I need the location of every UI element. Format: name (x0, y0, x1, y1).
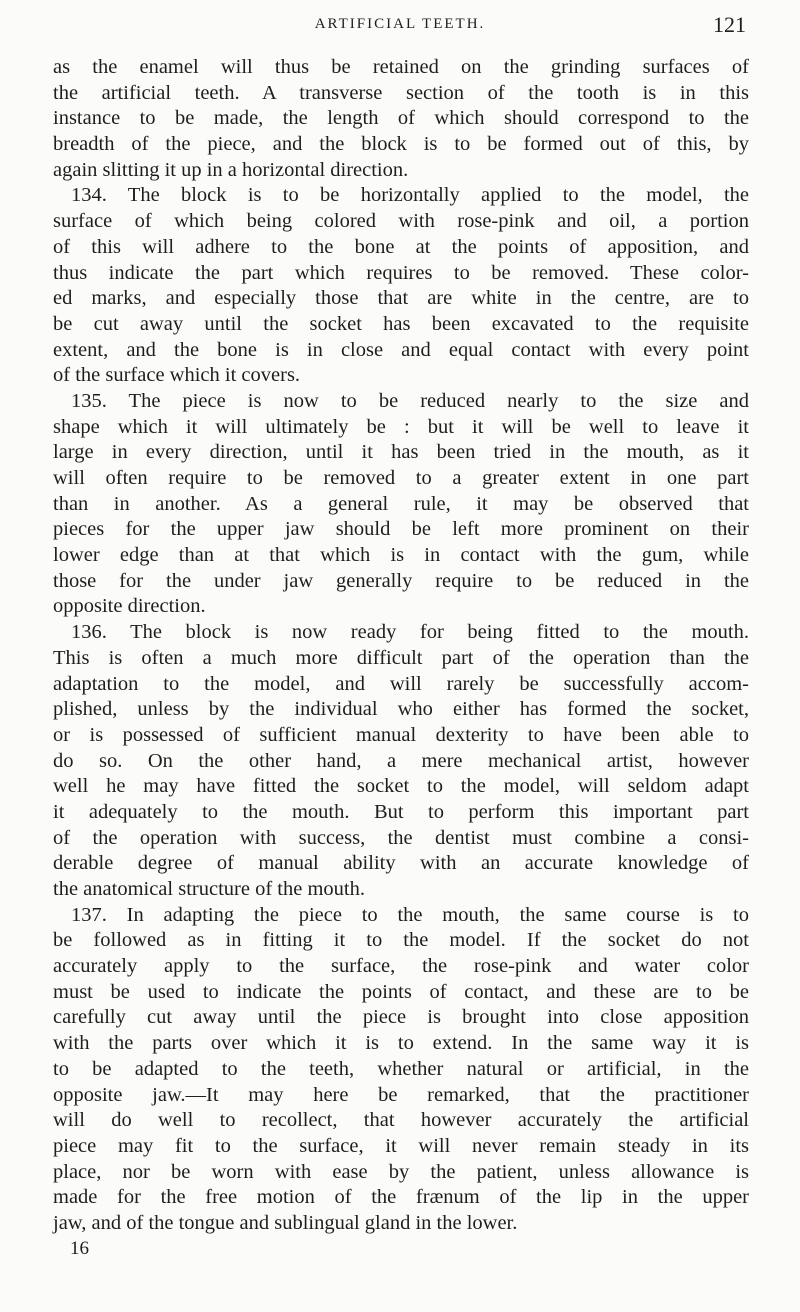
text-line: place, nor be worn with ease by the patient, unless allowance is (53, 1160, 749, 1183)
page-header (0, 12, 800, 40)
text-line: those for the under jaw generally require to be reduced in the (53, 569, 749, 592)
paragraph (53, 55, 749, 183)
text-line: ed marks, and especially those that are white in the centre, are to (53, 287, 749, 310)
text-line: of this will adhere to the bone at the points of apposition, and (53, 235, 749, 258)
text-line: lower edge than at that which is in contact with the gum, while (53, 544, 749, 567)
text-line: 135. The piece is now to be reduced nearly to the size and (71, 389, 749, 412)
text-line: well he may have fitted the socket to the model, will seldom adapt (53, 775, 749, 798)
text-line: plished, unless by the individual who either has formed the socket, (53, 698, 749, 721)
paragraph (53, 903, 749, 1237)
text-line: piece may fit to the surface, it will never remain steady in its (53, 1134, 749, 1157)
text-line: extent, and the bone is in close and equal contact with every point (53, 338, 749, 361)
text-line: surface of which being colored with rose-pink and oil, a portion (53, 210, 749, 233)
text-line: thus indicate the part which requires to be removed. These color- (53, 261, 749, 284)
running-title: ARTIFICIAL TEETH. (314, 16, 486, 32)
text-line: do so. On the other hand, a mere mechanical artist, however (53, 749, 749, 772)
text-line: accurately apply to the surface, the rose-pink and water color (53, 955, 749, 978)
text-line: the artificial teeth. A transverse section of the tooth is in this (53, 81, 749, 104)
text-line: large in every direction, until it has been tried in the mouth, as it (53, 441, 749, 464)
text-line: will often require to be removed to a greater extent in one part (53, 467, 749, 489)
text-line: with the parts over which it is to extend. In the same way it is (53, 1032, 749, 1055)
paragraph (53, 183, 749, 389)
text-line: will do well to recollect, that however accurately the artificial (53, 1109, 749, 1132)
text-line: again slitting it up in a horizontal direction. (53, 158, 409, 181)
text-line: jaw, and of the tongue and sublingual gland in the lower. (53, 1211, 518, 1234)
text-line: 136. The block is now ready for being fitted to the mouth. (71, 621, 749, 644)
page-number: 121 (713, 12, 746, 37)
text-line: 137. In adapting the piece to the mouth, the same course is to (71, 903, 749, 926)
text-line: shape which it will ultimately be : but it will be well to leave it (53, 415, 749, 438)
text-line: opposite direction. (53, 595, 206, 618)
text-line: opposite jaw.—It may here be remarked, that the practitioner (53, 1083, 749, 1106)
text-line: of the operation with success, the dentist must combine a consi- (53, 826, 749, 849)
text-line: 134. The block is to be horizontally applied to the model, the (71, 184, 749, 207)
text-line: than in another. As a general rule, it may be observed that (53, 492, 749, 515)
text-line: to be adapted to the teeth, whether natural or artificial, in the (53, 1057, 749, 1080)
text-line: of the surface which it covers. (53, 364, 301, 387)
text-line: it adequately to the mouth. But to perform this important part (53, 800, 749, 823)
text-line: must be used to indicate the points of contact, and these are to be (53, 980, 749, 1003)
text-line: pieces for the upper jaw should be left more prominent on their (53, 518, 749, 541)
paragraph (53, 389, 749, 620)
text-line: instance to be made, the length of which should correspond to the (53, 107, 749, 130)
text-line: be cut away until the socket has been excavated to the requisite (53, 312, 749, 335)
text-line: made for the free motion of the frænum of the lip in the upper (53, 1186, 749, 1209)
text-line: adaptation to the model, and will rarely be successfully accom- (53, 672, 749, 695)
paragraph (53, 620, 749, 903)
text-line: as the enamel will thus be retained on the grinding surfaces of (53, 56, 749, 78)
text-line: or is possessed of sufficient manual dexterity to have been able to (53, 723, 749, 746)
page-body (53, 55, 749, 1237)
text-line: the anatomical structure of the mouth. (53, 878, 365, 900)
text-line: be followed as in fitting it to the model. If the socket do not (53, 929, 749, 952)
signature-mark: 16 (70, 1238, 89, 1259)
text-line: This is often a much more difficult part of the operation than the (53, 646, 749, 669)
text-line: derable degree of manual ability with an accurate knowledge of (53, 852, 749, 875)
text-line: carefully cut away until the piece is brought into close apposition (53, 1006, 749, 1029)
text-line: breadth of the piece, and the block is to be formed out of this, by (53, 133, 749, 156)
